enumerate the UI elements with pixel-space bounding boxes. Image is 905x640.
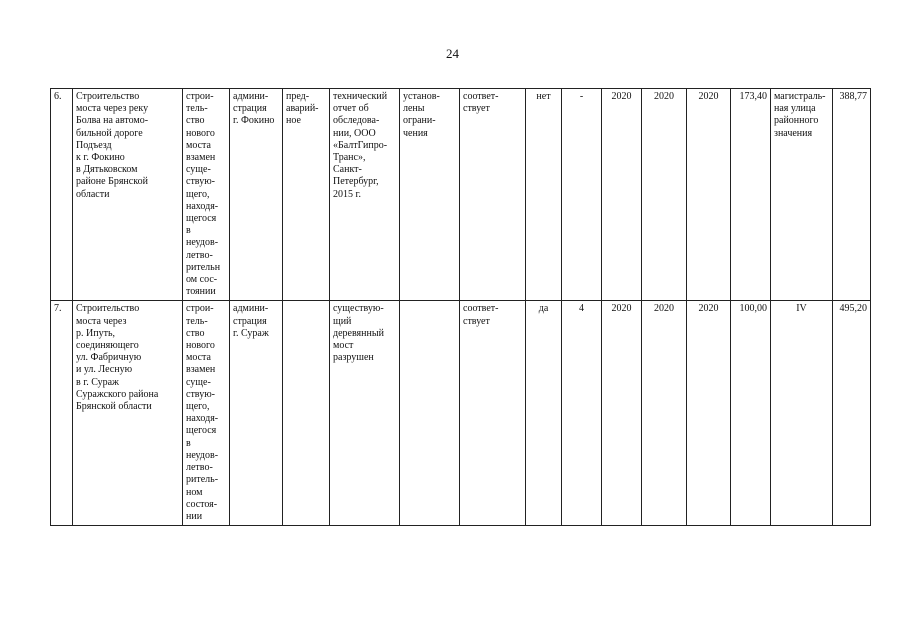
work-type: строи- тель- ство нового моста взамен суще- ствую- щего, находя- щегося в неудов- летво- рительн ом сос- тоянии xyxy=(183,89,230,301)
object-name: Строительство моста через реку Болва на автомо- бильной дороге Подъезд к г. Фокино в Дятьковском районе Брянской области xyxy=(73,89,183,301)
compliance: соответ- ствует xyxy=(460,301,526,526)
year-1: 2020 xyxy=(602,301,642,526)
bridge-construction-table xyxy=(50,88,871,526)
year-2: 2020 xyxy=(642,89,687,301)
condition-basis: технический отчет об обследова- нии, ООО «БалтГипро- Транс», Санкт- Петербург, 2015 г. xyxy=(330,89,400,301)
bridge-length: 173,40 xyxy=(731,89,771,301)
compliance: соответ- ствует xyxy=(460,89,526,301)
work-type: строи- тель- ство нового моста взамен суще- ствую- щего, находя- щегося в неудов- летво- ритель- ном состоя- нии xyxy=(183,301,230,526)
table-row xyxy=(51,301,871,526)
condition-basis: существую- щий деревянный мост разрушен xyxy=(330,301,400,526)
bridge-length: 100,00 xyxy=(731,301,771,526)
year-3: 2020 xyxy=(687,89,731,301)
technical-condition xyxy=(283,301,330,526)
table-row xyxy=(51,89,871,301)
year-1: 2020 xyxy=(602,89,642,301)
cost: 495,20 xyxy=(833,301,871,526)
year-3: 2020 xyxy=(687,301,731,526)
flag: нет xyxy=(526,89,562,301)
cost: 388,77 xyxy=(833,89,871,301)
row-number: 7. xyxy=(51,301,73,526)
customer: админи- страция г. Сураж xyxy=(230,301,283,526)
customer: админи- страция г. Фокино xyxy=(230,89,283,301)
year-2: 2020 xyxy=(642,301,687,526)
restrictions: установ- лены ограни- чения xyxy=(400,89,460,301)
page-number: 24 xyxy=(446,46,459,61)
road-class: IV xyxy=(771,301,833,526)
restrictions xyxy=(400,301,460,526)
category: 4 xyxy=(562,301,602,526)
object-name: Строительство моста через р. Ипуть, соединяющего ул. Фабричную и ул. Лесную в г. Сураж Суражского района Брянской области xyxy=(73,301,183,526)
road-class: магистраль- ная улица районного значения xyxy=(771,89,833,301)
flag: да xyxy=(526,301,562,526)
row-number: 6. xyxy=(51,89,73,301)
technical-condition: пред- аварий- ное xyxy=(283,89,330,301)
category: - xyxy=(562,89,602,301)
